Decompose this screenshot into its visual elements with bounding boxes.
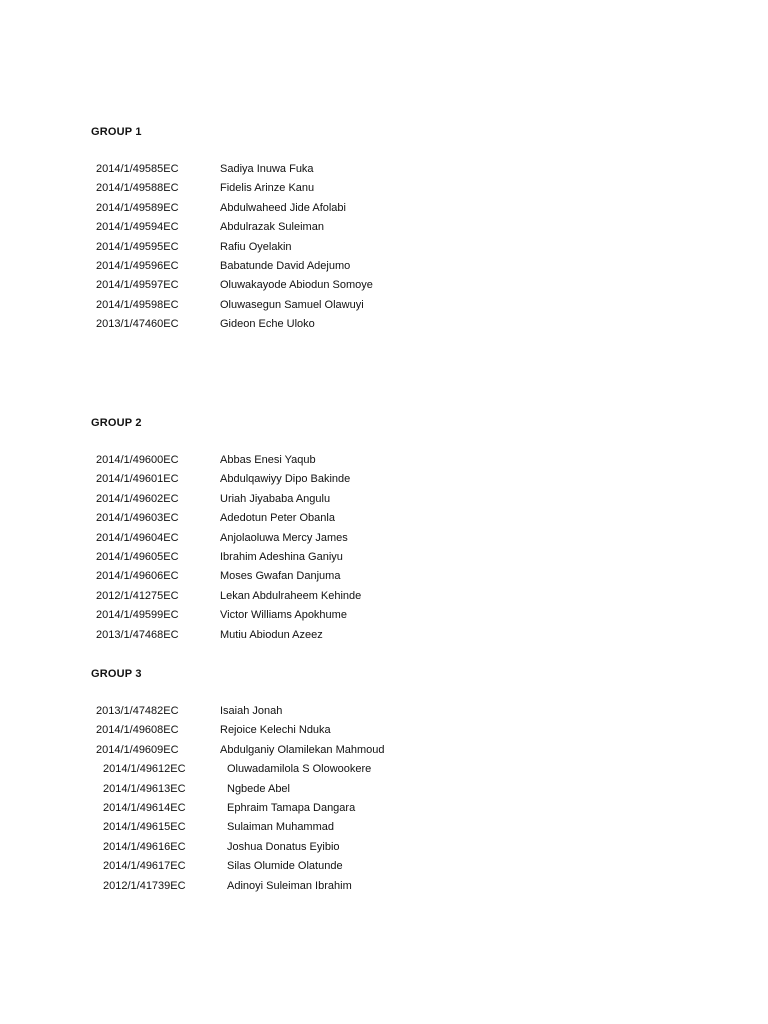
member-name: Anjolaoluwa Mercy James bbox=[220, 531, 348, 544]
registration-number: 2014/1/49613EC bbox=[103, 782, 186, 795]
member-row bbox=[0, 760, 768, 779]
member-row bbox=[0, 567, 768, 586]
registration-number: 2014/1/49595EC bbox=[96, 240, 179, 253]
member-name: Sulaiman Muhammad bbox=[227, 821, 334, 834]
member-name: Joshua Donatus Eyibio bbox=[227, 840, 340, 853]
registration-number: 2014/1/49612EC bbox=[103, 763, 186, 776]
registration-number: 2014/1/49589EC bbox=[96, 201, 179, 214]
group-title: GROUP 1 bbox=[91, 126, 142, 138]
member-list bbox=[0, 451, 768, 645]
registration-number: 2014/1/49608EC bbox=[96, 724, 179, 737]
member-name: Mutiu Abiodun Azeez bbox=[220, 628, 323, 641]
member-name: Oluwasegun Samuel Olawuyi bbox=[220, 298, 364, 311]
registration-number: 2014/1/49600EC bbox=[96, 454, 179, 466]
member-name: Adedotun Peter Obanla bbox=[220, 512, 335, 525]
registration-number: 2014/1/49617EC bbox=[103, 860, 186, 873]
member-row bbox=[0, 199, 768, 218]
member-name: Abdulqawiyy Dipo Bakinde bbox=[220, 473, 351, 486]
registration-number: 2014/1/49602EC bbox=[96, 492, 179, 505]
member-name: Fidelis Arinze Kanu bbox=[220, 182, 315, 195]
member-name: Lekan Abdulraheem Kehinde bbox=[220, 589, 362, 602]
member-row bbox=[0, 626, 768, 645]
member-list bbox=[0, 160, 768, 335]
member-list bbox=[0, 702, 768, 896]
member-row bbox=[0, 587, 768, 606]
member-name: Victor Williams Apokhume bbox=[220, 609, 347, 622]
member-name: Oluwakayode Abiodun Somoye bbox=[220, 279, 373, 292]
member-name: Sadiya Inuwa Fuka bbox=[220, 163, 314, 175]
member-row bbox=[0, 721, 768, 740]
member-name: Rejoice Kelechi Nduka bbox=[220, 724, 331, 737]
member-name: Ibrahim Adeshina Ganiyu bbox=[220, 550, 343, 563]
member-row bbox=[0, 857, 768, 876]
member-name: Isaiah Jonah bbox=[220, 705, 283, 717]
registration-number: 2013/1/47468EC bbox=[96, 628, 179, 641]
registration-number: 2014/1/49596EC bbox=[96, 259, 179, 272]
member-name: Gideon Eche Uloko bbox=[220, 318, 315, 331]
member-row bbox=[0, 702, 768, 721]
member-name: Abdulwaheed Jide Afolabi bbox=[220, 201, 346, 214]
registration-number: 2013/1/47482EC bbox=[96, 705, 179, 717]
member-name: Abdulrazak Suleiman bbox=[220, 221, 324, 234]
registration-number: 2014/1/49597EC bbox=[96, 279, 179, 292]
member-row bbox=[0, 490, 768, 509]
registration-number: 2014/1/49588EC bbox=[96, 182, 179, 195]
registration-number: 2014/1/49615EC bbox=[103, 821, 186, 834]
member-name: Abbas Enesi Yaqub bbox=[220, 454, 316, 466]
member-row bbox=[0, 548, 768, 567]
member-row bbox=[0, 877, 768, 896]
member-name: Oluwadamilola S Olowookere bbox=[227, 763, 372, 776]
registration-number: 2014/1/49585EC bbox=[96, 163, 179, 175]
member-name: Ngbede Abel bbox=[227, 782, 290, 795]
member-name: Babatunde David Adejumo bbox=[220, 259, 351, 272]
registration-number: 2014/1/49599EC bbox=[96, 609, 179, 622]
member-row bbox=[0, 276, 768, 295]
member-row bbox=[0, 238, 768, 257]
registration-number: 2014/1/49606EC bbox=[96, 570, 179, 583]
member-row bbox=[0, 838, 768, 857]
member-name: Abdulganiy Olamilekan Mahmoud bbox=[220, 743, 385, 756]
member-row bbox=[0, 799, 768, 818]
member-row bbox=[0, 780, 768, 799]
member-name: Silas Olumide Olatunde bbox=[227, 860, 343, 873]
registration-number: 2014/1/49609EC bbox=[96, 743, 179, 756]
member-row bbox=[0, 257, 768, 276]
registration-number: 2012/1/41739EC bbox=[103, 879, 186, 892]
member-row bbox=[0, 218, 768, 237]
member-row bbox=[0, 470, 768, 489]
member-row bbox=[0, 315, 768, 334]
registration-number: 2014/1/49614EC bbox=[103, 801, 186, 814]
member-row bbox=[0, 451, 768, 470]
registration-number: 2012/1/41275EC bbox=[96, 589, 179, 602]
registration-number: 2014/1/49598EC bbox=[96, 298, 179, 311]
member-name: Moses Gwafan Danjuma bbox=[220, 570, 341, 583]
group-title: GROUP 3 bbox=[91, 668, 142, 680]
member-row bbox=[0, 741, 768, 760]
member-row bbox=[0, 160, 768, 179]
member-name: Adinoyi Suleiman Ibrahim bbox=[227, 879, 352, 892]
member-name: Ephraim Tamapa Dangara bbox=[227, 801, 356, 814]
registration-number: 2014/1/49605EC bbox=[96, 550, 179, 563]
member-row bbox=[0, 529, 768, 548]
group-title: GROUP 2 bbox=[91, 417, 142, 429]
registration-number: 2014/1/49604EC bbox=[96, 531, 179, 544]
member-row bbox=[0, 179, 768, 198]
registration-number: 2014/1/49594EC bbox=[96, 221, 179, 234]
member-row bbox=[0, 606, 768, 625]
member-name: Rafiu Oyelakin bbox=[220, 240, 292, 253]
member-name: Uriah Jiyababa Angulu bbox=[220, 492, 331, 505]
member-row bbox=[0, 818, 768, 837]
member-row bbox=[0, 296, 768, 315]
registration-number: 2014/1/49601EC bbox=[96, 473, 179, 486]
registration-number: 2014/1/49603EC bbox=[96, 512, 179, 525]
member-row bbox=[0, 509, 768, 528]
registration-number: 2014/1/49616EC bbox=[103, 840, 186, 853]
registration-number: 2013/1/47460EC bbox=[96, 318, 179, 331]
